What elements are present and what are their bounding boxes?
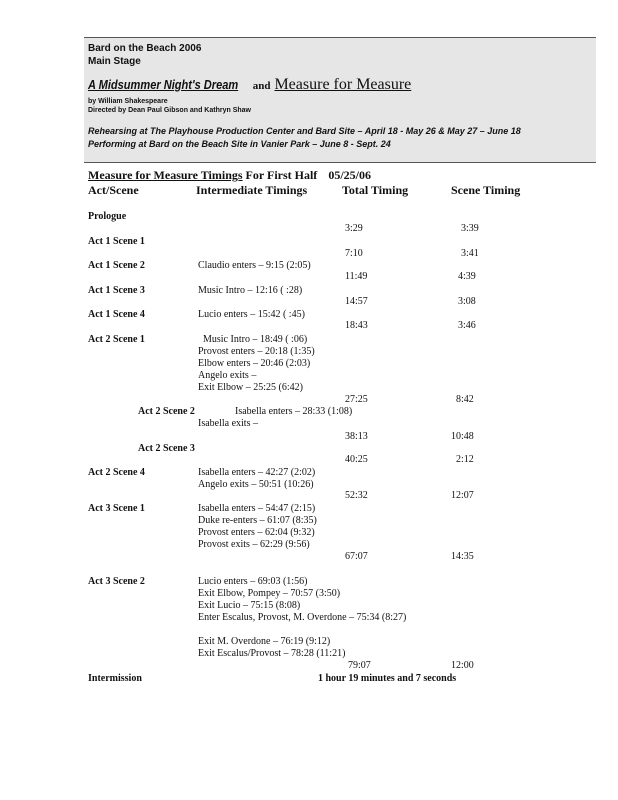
row-label: Act 1 Scene 4 <box>88 309 145 320</box>
event-line: Exit Elbow, Pompey – 70:57 (3:50) <box>198 588 341 599</box>
directors: Directed by Dean Paul Gibson and Kathryn Shaw <box>88 107 251 114</box>
title-and: and <box>252 80 271 92</box>
row-label: Act 1 Scene 2 <box>88 260 145 271</box>
event-line: Exit Elbow – 25:25 (6:42) <box>198 382 303 393</box>
event-line: Isabella enters – 54:47 (2:15) <box>198 503 316 514</box>
scene-timing: 3:39 <box>461 223 479 234</box>
section-date: 05/25/06 <box>328 168 371 182</box>
total-timing: 14:57 <box>345 296 368 307</box>
scene-timing: 3:46 <box>458 320 476 331</box>
row-label: Act 3 Scene 2 <box>88 576 145 587</box>
header-box <box>84 37 596 163</box>
total-timing: 3:29 <box>345 223 363 234</box>
total-timing: 40:25 <box>345 454 368 465</box>
event-line: Music Intro – 12:16 ( :28) <box>198 285 303 296</box>
event-line: Isabella enters – 42:27 (2:02) <box>198 467 316 478</box>
total-timing: 11:49 <box>345 271 368 282</box>
col-total: Total Timing <box>342 183 409 197</box>
event-line: Elbow enters – 20:46 (2:03) <box>198 358 311 369</box>
row-label: Prologue <box>88 211 127 222</box>
col-act: Act/Scene <box>88 183 139 197</box>
scene-timing: 8:42 <box>456 394 474 405</box>
event-line: Music Intro – 18:49 ( :06) <box>203 334 308 345</box>
title-midsummer: A Midsummer Night's Dream <box>88 77 239 92</box>
play-titles <box>88 76 411 94</box>
event-line: Claudio enters – 9:15 (2:05) <box>198 260 311 271</box>
row-label: Act 2 Scene 3 <box>138 443 195 454</box>
row-label: Act 3 Scene 1 <box>88 503 145 514</box>
author: by William Shakespeare <box>88 98 168 105</box>
section-subtitle: For First Half <box>245 168 318 182</box>
scene-timing: 4:39 <box>458 271 476 282</box>
scene-timing: 12:00 <box>451 660 474 671</box>
rehearsing-info: Rehearsing at The Playhouse Production Center and Bard Site – April 18 - May 26 & May 27 – June 18 <box>88 126 521 136</box>
col-scene: Scene Timing <box>451 183 521 197</box>
title-measure: Measure for Measure <box>274 76 412 93</box>
col-intermediate: Intermediate Timings <box>196 183 308 197</box>
event-line: Duke re-enters – 61:07 (8:35) <box>198 515 317 526</box>
scene-timing: 12:07 <box>451 490 474 501</box>
event-line: Isabella exits – <box>198 418 258 429</box>
event-line: Exit Lucio – 75:15 (8:08) <box>198 600 301 611</box>
section-title-text: Measure for Measure Timings <box>88 168 243 182</box>
total-timing: 18:43 <box>345 320 368 331</box>
organization: Bard on the Beach 2006 <box>88 43 202 54</box>
event-line: Lucio enters – 15:42 ( :45) <box>198 309 305 320</box>
total-timing: 38:13 <box>345 431 368 442</box>
scene-timing: 2:12 <box>456 454 474 465</box>
performing-info: Performing at Bard on the Beach Site in Vanier Park – June 8 - Sept. 24 <box>88 139 391 149</box>
event-line: Isabella enters – 28:33 (1:08) <box>235 406 353 417</box>
event-line: Provost enters – 20:18 (1:35) <box>198 346 315 357</box>
total-timing: 79:07 <box>348 660 371 671</box>
row-label: Intermission <box>88 673 142 684</box>
row-label: Act 1 Scene 3 <box>88 285 145 296</box>
section-title <box>88 168 371 183</box>
event-line: Lucio enters – 69:03 (1:56) <box>198 576 308 587</box>
scene-timing: 14:35 <box>451 551 474 562</box>
event-line: Angelo exits – 50:51 (10:26) <box>198 479 314 490</box>
event-line: Provost exits – 62:29 (9:56) <box>198 539 310 550</box>
event-line: Provost enters – 62:04 (9:32) <box>198 527 315 538</box>
event-line: Exit M. Overdone – 76:19 (9:12) <box>198 636 331 647</box>
scene-timing: 10:48 <box>451 431 474 442</box>
row-label: Act 2 Scene 4 <box>88 467 145 478</box>
intermission-total: 1 hour 19 minutes and 7 seconds <box>318 673 457 684</box>
event-line: Enter Escalus, Provost, M. Overdone – 75:34 (8:27) <box>198 612 407 623</box>
row-label: Act 2 Scene 1 <box>88 334 145 345</box>
total-timing: 7:10 <box>345 248 363 259</box>
event-line: Exit Escalus/Provost – 78:28 (11:21) <box>198 648 346 659</box>
total-timing: 52:32 <box>345 490 368 501</box>
row-label: Act 2 Scene 2 <box>138 406 195 417</box>
total-timing: 27:25 <box>345 394 368 405</box>
total-timing: 67:07 <box>345 551 368 562</box>
event-line: Angelo exits – <box>198 370 257 381</box>
stage: Main Stage <box>88 56 141 67</box>
row-label: Act 1 Scene 1 <box>88 236 145 247</box>
scene-timing: 3:08 <box>458 296 476 307</box>
scene-timing: 3:41 <box>461 248 479 259</box>
